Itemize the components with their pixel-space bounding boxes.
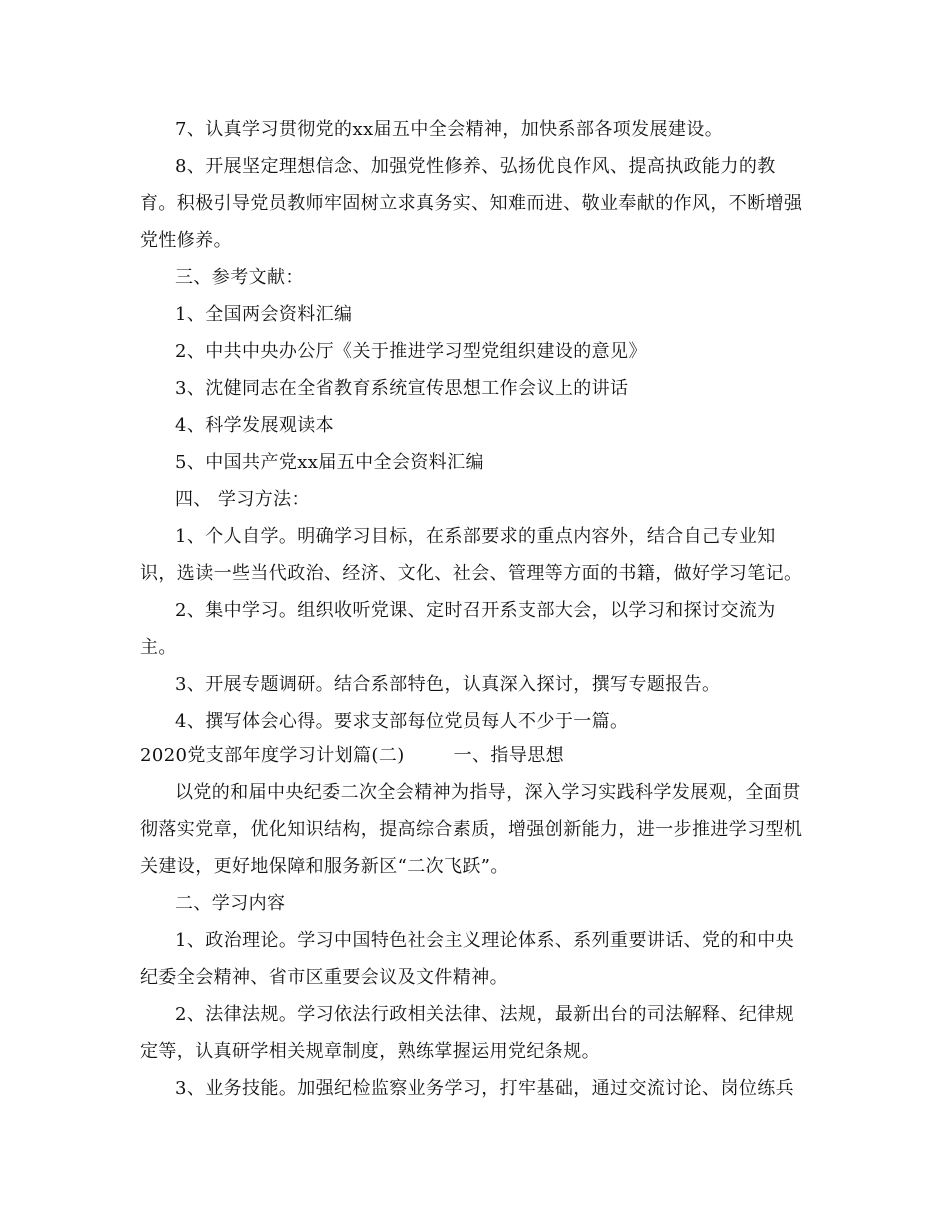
paragraph-line: 关建设，更好地保障和服务新区“二次飞跃”。	[140, 856, 509, 877]
paragraph-line: 3、业务技能。加强纪检监察业务学习，打牢基础，通过交流讨论、岗位练兵	[175, 1078, 795, 1099]
section-heading: 二、学习内容	[175, 893, 286, 914]
paragraph-line: 育。积极引导党员教师牢固树立求真务实、知难而进、敬业奉献的作风，不断增强	[140, 193, 803, 214]
paragraph-line: 以党的和届中央纪委二次全会精神为指导，深入学习实践科学发展观，全面贯	[175, 782, 801, 803]
paragraph-line: 纪委全会精神、省市区重要会议及文件精神。	[140, 967, 508, 988]
list-item: 4、科学发展观读本	[175, 415, 335, 436]
section-heading: 三、参考文献：	[175, 267, 304, 288]
paragraph-line: 4、撰写体会心得。要求支部每位党员每人不少于一篇。	[175, 711, 629, 732]
paragraph-line: 7、认真学习贯彻党的xx届五中全会精神，加快系部各项发展建设。	[175, 119, 724, 140]
paragraph-line: 1、个人自学。明确学习目标，在系部要求的重点内容外，结合自己专业知	[175, 526, 776, 547]
list-item: 1、全国两会资料汇编	[175, 304, 353, 325]
section-heading: 四、 学习方法：	[175, 489, 310, 510]
document-title: 2020党支部年度学习计划篇(二) 一、指导思想	[140, 745, 565, 766]
paragraph-line: 党性修养。	[140, 230, 232, 251]
paragraph-line: 1、政治理论。学习中国特色社会主义理论体系、系列重要讲话、党的和中央	[175, 930, 795, 951]
paragraph-line: 2、集中学习。组织收听党课、定时召开系支部大会，以学习和探讨交流为	[175, 600, 776, 621]
paragraph-line: 3、开展专题调研。结合系部特色，认真深入探讨，撰写专题报告。	[175, 674, 721, 695]
list-item: 3、沈健同志在全省教育系统宣传思想工作会议上的讲话	[175, 378, 629, 399]
paragraph-line: 识，选读一些当代政治、经济、文化、社会、管理等方面的书籍，做好学习笔记。	[140, 563, 803, 584]
paragraph-line: 主。	[140, 637, 177, 658]
paragraph-line: 定等，认真研学相关规章制度，熟练掌握运用党纪条规。	[140, 1041, 600, 1062]
paragraph-line: 8、开展坚定理想信念、加强党性修养、弘扬优良作风、提高执政能力的教	[175, 156, 776, 177]
paragraph-line: 2、法律法规。学习依法行政相关法律、法规，最新出台的司法解释、纪律规	[175, 1004, 795, 1025]
list-item: 2、中共中央办公厅《关于推进学习型党组织建设的意见》	[175, 341, 647, 362]
list-item: 5、中国共产党xx届五中全会资料汇编	[175, 452, 484, 473]
paragraph-line: 彻落实党章，优化知识结构，提高综合素质，增强创新能力，进一步推进学习型机	[140, 819, 803, 840]
